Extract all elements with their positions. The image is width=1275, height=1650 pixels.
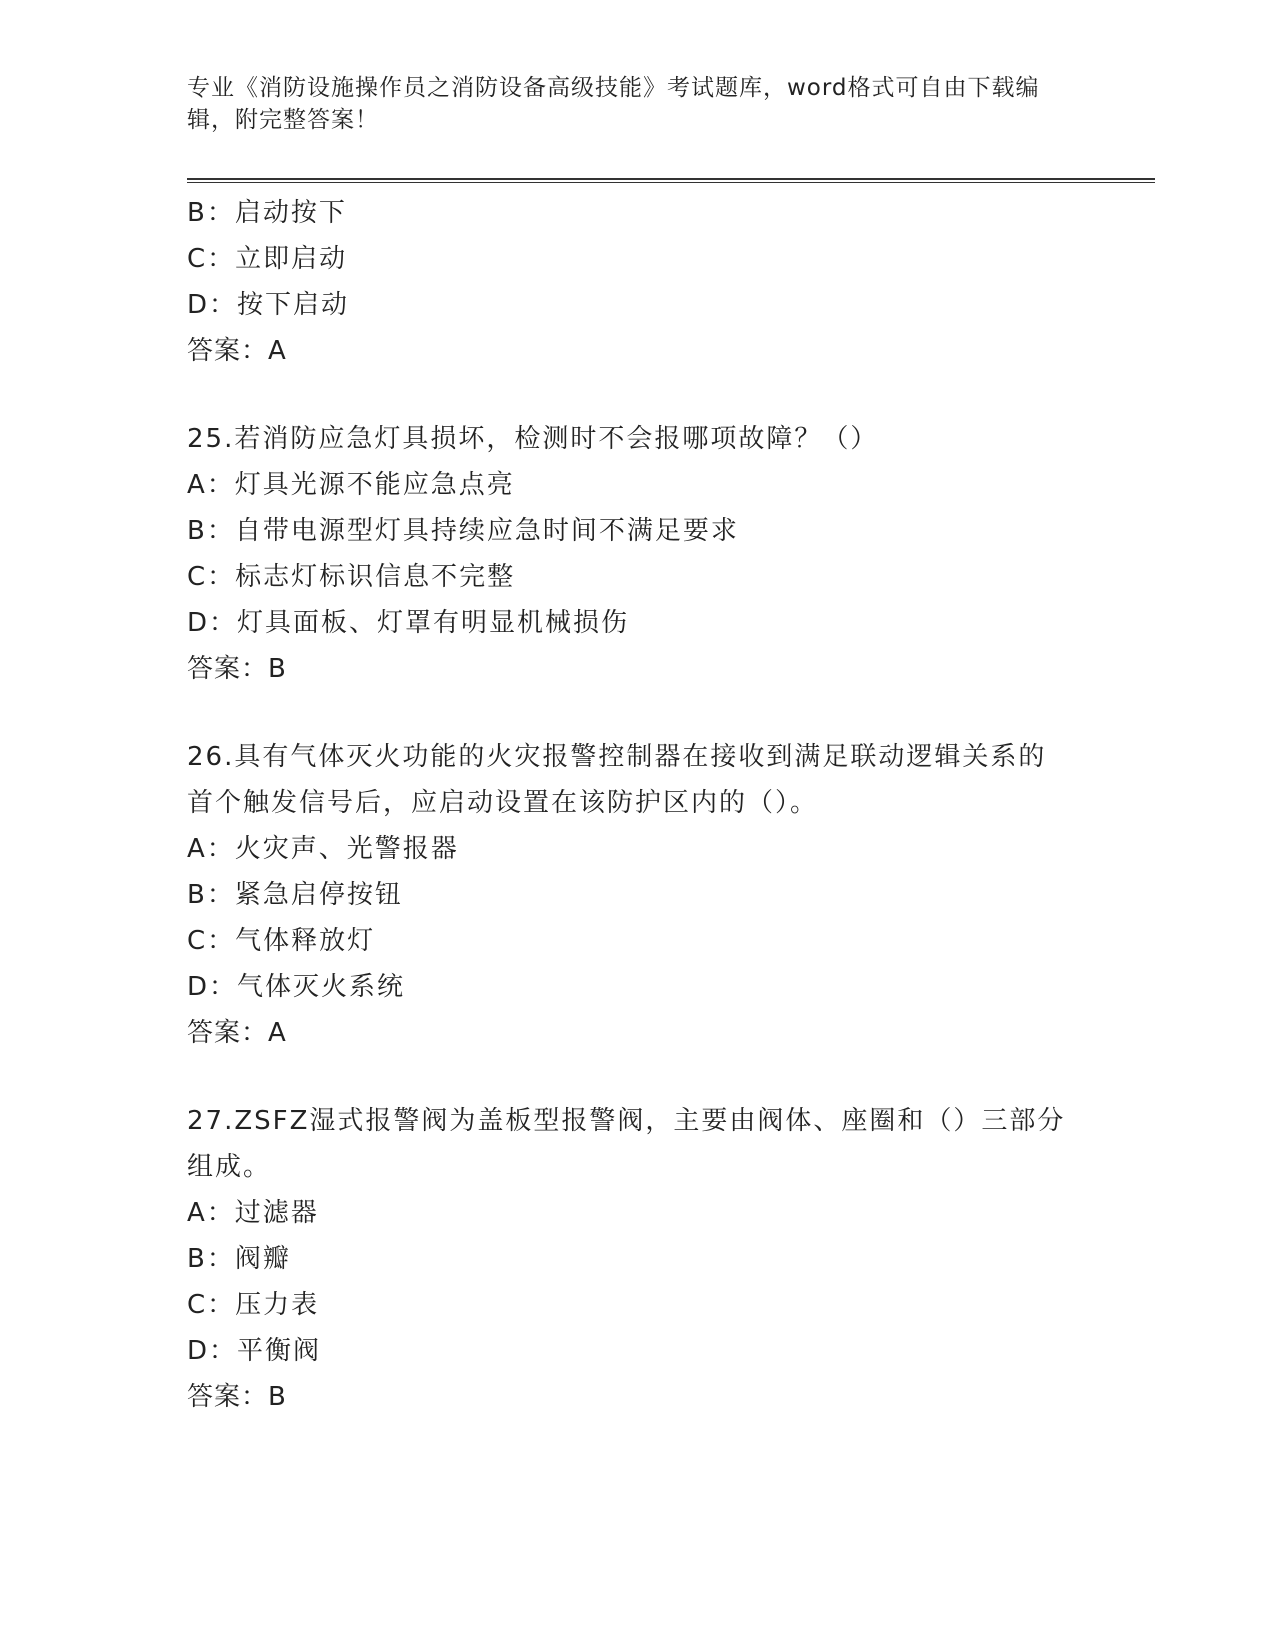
header-line-1: 专业《消防设施操作员之消防设备高级技能》考试题库，word格式可自由下载编 [187,75,1040,101]
answer-line: 答案：A [187,1018,287,1048]
question-24-tail [187,190,1127,374]
question-text: 26.具有气体灭火功能的火灾报警控制器在接收到满足联动逻辑关系的 [187,742,1047,772]
option-c: C：立即启动 [187,244,348,274]
answer-line: 答案：B [187,1382,287,1412]
option-b: B：阀瓣 [187,1244,291,1274]
spacer [187,1056,1127,1098]
question-27 [187,1098,1127,1420]
answer-line: 答案：A [187,336,287,366]
question-text: 27.ZSFZ湿式报警阀为盖板型报警阀，主要由阀体、座圈和（）三部分 [187,1106,1066,1136]
question-text-continued: 首个触发信号后，应启动设置在该防护区内的（）。 [187,788,819,818]
header-divider [187,178,1155,183]
option-d: D：平衡阀 [187,1336,322,1366]
question-26 [187,734,1127,1056]
option-a: A：灯具光源不能应急点亮 [187,470,515,500]
option-d: D：灯具面板、灯罩有明显机械损伤 [187,608,630,638]
question-text-continued: 组成。 [187,1152,272,1182]
question-25 [187,416,1127,692]
option-b: B：紧急启停按钮 [187,880,403,910]
option-a: A：过滤器 [187,1198,319,1228]
answer-line: 答案：B [187,654,287,684]
option-b: B：启动按下 [187,198,347,228]
spacer [187,374,1127,416]
page-header [187,72,1087,136]
question-list [187,190,1127,1420]
question-text: 25.若消防应急灯具损坏，检测时不会报哪项故障？（） [187,424,879,454]
option-c: C：压力表 [187,1290,320,1320]
option-c: C：标志灯标识信息不完整 [187,562,516,592]
option-a: A：火灾声、光警报器 [187,834,459,864]
option-c: C：气体释放灯 [187,926,376,956]
option-d: D：气体灭火系统 [187,972,406,1002]
option-d: D：按下启动 [187,290,350,320]
header-line-2: 辑，附完整答案！ [187,107,379,133]
spacer [187,692,1127,734]
option-b: B：自带电源型灯具持续应急时间不满足要求 [187,516,739,546]
